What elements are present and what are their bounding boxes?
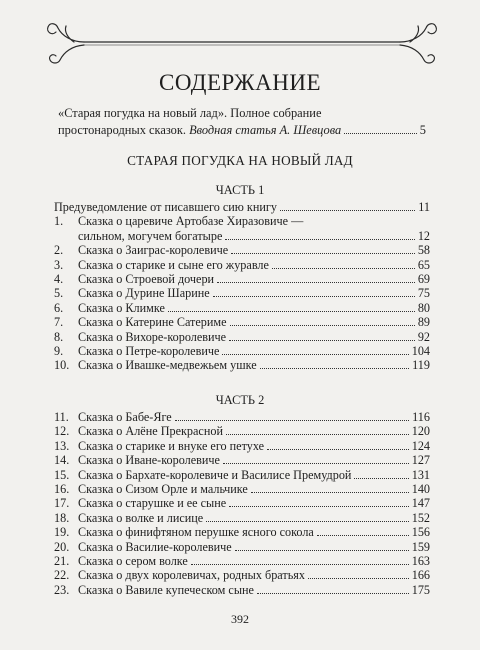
- toc-item-title: Сказка о Петре-королевиче: [78, 343, 220, 358]
- toc-item-page: 156: [411, 525, 430, 540]
- toc-item-title: Сказка о Строевой дочери: [78, 271, 215, 286]
- toc-item-number: 1.: [54, 214, 64, 229]
- toc-item-page: 127: [411, 453, 430, 468]
- toc-row: [54, 229, 430, 243]
- toc-item-number: 3.: [54, 257, 64, 272]
- toc-row: [54, 511, 430, 525]
- toc-item-title: Сказка о двух королевичах, родных братьях: [78, 568, 305, 583]
- toc-row: [54, 525, 430, 539]
- toc-row: [54, 453, 430, 467]
- toc-item-number: 17.: [54, 496, 70, 511]
- toc-row: [54, 214, 430, 228]
- leader-dots: [222, 354, 408, 355]
- toc-item-page: 92: [417, 329, 430, 344]
- toc-part-1: [54, 200, 430, 373]
- toc-item-title: Сказка о Иване-королевиче: [78, 453, 220, 468]
- leader-dots: [317, 535, 409, 536]
- toc-item-number: 4.: [54, 271, 64, 286]
- leader-dots: [168, 311, 415, 312]
- leader-dots: [231, 253, 415, 254]
- toc-item-title: Сказка о Вихоре-королевиче: [78, 329, 227, 344]
- toc-row: [54, 344, 430, 358]
- toc-item-page: 58: [417, 243, 430, 258]
- toc-item-title: Сказка о Василие-королевиче: [78, 539, 232, 554]
- intro-line-2-text: простонародных сказок. Вводная статья А. Шевцова: [58, 123, 342, 137]
- intro-entry: [58, 105, 426, 139]
- toc-item-title: Сказка о сером волке: [78, 553, 188, 568]
- toc-item-number: 2.: [54, 243, 64, 258]
- leader-dots: [191, 564, 409, 565]
- toc-row: [54, 286, 430, 300]
- leader-dots: [257, 593, 409, 594]
- part-1-title: ЧАСТЬ 1: [215, 183, 265, 197]
- flourish-divider-icon: [44, 20, 440, 64]
- toc-row: [54, 424, 430, 438]
- toc-item-number: 15.: [54, 467, 70, 482]
- toc-row: [54, 568, 430, 582]
- toc-row: [54, 301, 430, 315]
- toc-row: [54, 554, 430, 568]
- toc-item-page: 116: [412, 410, 430, 424]
- leader-dots: [344, 133, 417, 134]
- toc-item-number: 18.: [54, 510, 70, 525]
- section-title: СТАРАЯ ПОГУДКА НА НОВЫЙ ЛАД: [127, 153, 353, 168]
- toc-item-title: Сказка о волке и лисице: [78, 510, 204, 525]
- toc-item-number: 21.: [54, 553, 70, 568]
- page-title: СОДЕРЖАНИЕ: [158, 70, 321, 95]
- toc-item-title: Сказка о Бабе-Яге: [78, 410, 172, 424]
- toc-row: [54, 496, 430, 510]
- toc-item-number: 12.: [54, 424, 70, 439]
- toc-row: [54, 468, 430, 482]
- toc-item-title: Сказка о Заиграс-королевиче: [78, 243, 229, 258]
- toc-item-page: 104: [411, 343, 430, 358]
- toc-item-page: 75: [417, 286, 430, 301]
- toc-item-page: 152: [411, 510, 430, 525]
- toc-item-title: Сказка о Сизом Орле и мальчике: [78, 481, 248, 496]
- leader-dots: [225, 239, 414, 240]
- leader-dots: [223, 463, 409, 464]
- toc-item-number: 5.: [54, 286, 64, 301]
- toc-item-number: 19.: [54, 525, 70, 540]
- toc-item-number: 6.: [54, 300, 64, 315]
- toc-item-page: 175: [411, 582, 430, 597]
- toc-row: [54, 410, 430, 424]
- toc-item-page: 12: [417, 228, 430, 243]
- toc-part-2: [54, 410, 430, 597]
- toc-preface-row: [54, 200, 430, 214]
- toc-item-number: 13.: [54, 438, 70, 453]
- leader-dots: [230, 325, 415, 326]
- toc-item-number: 14.: [54, 453, 70, 468]
- toc-item-page: 147: [411, 496, 430, 511]
- leader-dots: [280, 210, 415, 211]
- toc-preface-text: Предуведомление от писавшего сию книгу: [54, 200, 277, 214]
- toc-item-page: 80: [417, 300, 430, 315]
- toc-item-title: Сказка о Бархате-королевиче и Василисе Премудрой: [78, 467, 352, 482]
- toc-item-title: Сказка о Дурине Шарине: [78, 286, 210, 301]
- leader-dots: [217, 282, 415, 283]
- toc-item-title: Сказка о Климке: [78, 300, 165, 315]
- toc-item-title: Сказка о старике и сыне его журавле: [78, 257, 269, 272]
- toc-row: [54, 243, 430, 257]
- leader-dots: [267, 449, 409, 450]
- toc-row: [54, 482, 430, 496]
- intro-line-1: «Старая погудка на новый лад». Полное собрание: [58, 106, 322, 120]
- toc-item-number: 10.: [54, 358, 70, 373]
- toc-item-title: Сказка о Катерине Сатериме: [78, 315, 227, 330]
- leader-dots: [308, 578, 409, 579]
- toc-row: [54, 330, 430, 344]
- leader-dots: [206, 521, 409, 522]
- toc-item-page: 120: [411, 424, 430, 439]
- leader-dots: [213, 296, 415, 297]
- toc-preface-page: 11: [418, 200, 430, 214]
- intro-page: 5: [419, 123, 426, 137]
- toc-item-title: Сказка о Вавиле купеческом сыне: [78, 582, 254, 597]
- page-number: 392: [231, 612, 249, 626]
- leader-dots: [229, 340, 415, 341]
- toc-item-title: Сказка о Алёне Прекрасной: [78, 424, 223, 439]
- leader-dots: [260, 368, 410, 369]
- intro-line-2: [58, 122, 426, 139]
- toc-item-number: 23.: [54, 582, 70, 597]
- toc-item-number: 8.: [54, 329, 64, 344]
- leader-dots: [175, 420, 409, 421]
- toc-item-title: Сказка о старушке и ее сыне: [78, 496, 227, 511]
- toc-item-number: 11.: [54, 410, 69, 424]
- toc-item-number: 20.: [54, 539, 70, 554]
- intro-author: Вводная статья А. Шевцова: [189, 123, 342, 137]
- toc-row: [54, 258, 430, 272]
- toc-item-page: 131: [411, 467, 430, 482]
- leader-dots: [251, 492, 409, 493]
- toc-item-number: 7.: [54, 315, 64, 330]
- toc-row: [54, 358, 430, 372]
- leader-dots: [229, 506, 409, 507]
- toc-item-title: Сказка о царевиче Артобазе Хиразовиче —: [78, 214, 304, 229]
- toc-row: [54, 439, 430, 453]
- toc-item-page: 119: [412, 358, 430, 373]
- leader-dots: [272, 268, 415, 269]
- toc-item-page: 166: [411, 568, 430, 583]
- toc-row: [54, 540, 430, 554]
- toc-item-page: 89: [417, 315, 430, 330]
- toc-item-title: Сказка о старике и внуке его петухе: [78, 438, 265, 453]
- toc-item-number: 22.: [54, 568, 70, 583]
- toc-item-page: 69: [417, 271, 430, 286]
- toc-item-number: 9.: [54, 343, 64, 358]
- toc-item-number: 16.: [54, 481, 70, 496]
- toc-item-page: 140: [411, 481, 430, 496]
- toc-item-title: сильном, могучем богатыре: [78, 228, 223, 243]
- toc-row: [54, 272, 430, 286]
- toc-item-page: 163: [411, 553, 430, 568]
- part-2-title: ЧАСТЬ 2: [215, 393, 265, 407]
- leader-dots: [235, 550, 409, 551]
- toc-item-page: 159: [411, 539, 430, 554]
- toc-item-page: 65: [417, 257, 430, 272]
- leader-dots: [354, 478, 408, 479]
- toc-item-page: 124: [411, 438, 430, 453]
- toc-row: [54, 583, 430, 597]
- toc-row: [54, 315, 430, 329]
- toc-item-title: Сказка о Ивашке-медвежьем ушке: [78, 358, 257, 373]
- leader-dots: [226, 434, 409, 435]
- toc-item-title: Сказка о финифтяном перушке ясного сокола: [78, 525, 314, 540]
